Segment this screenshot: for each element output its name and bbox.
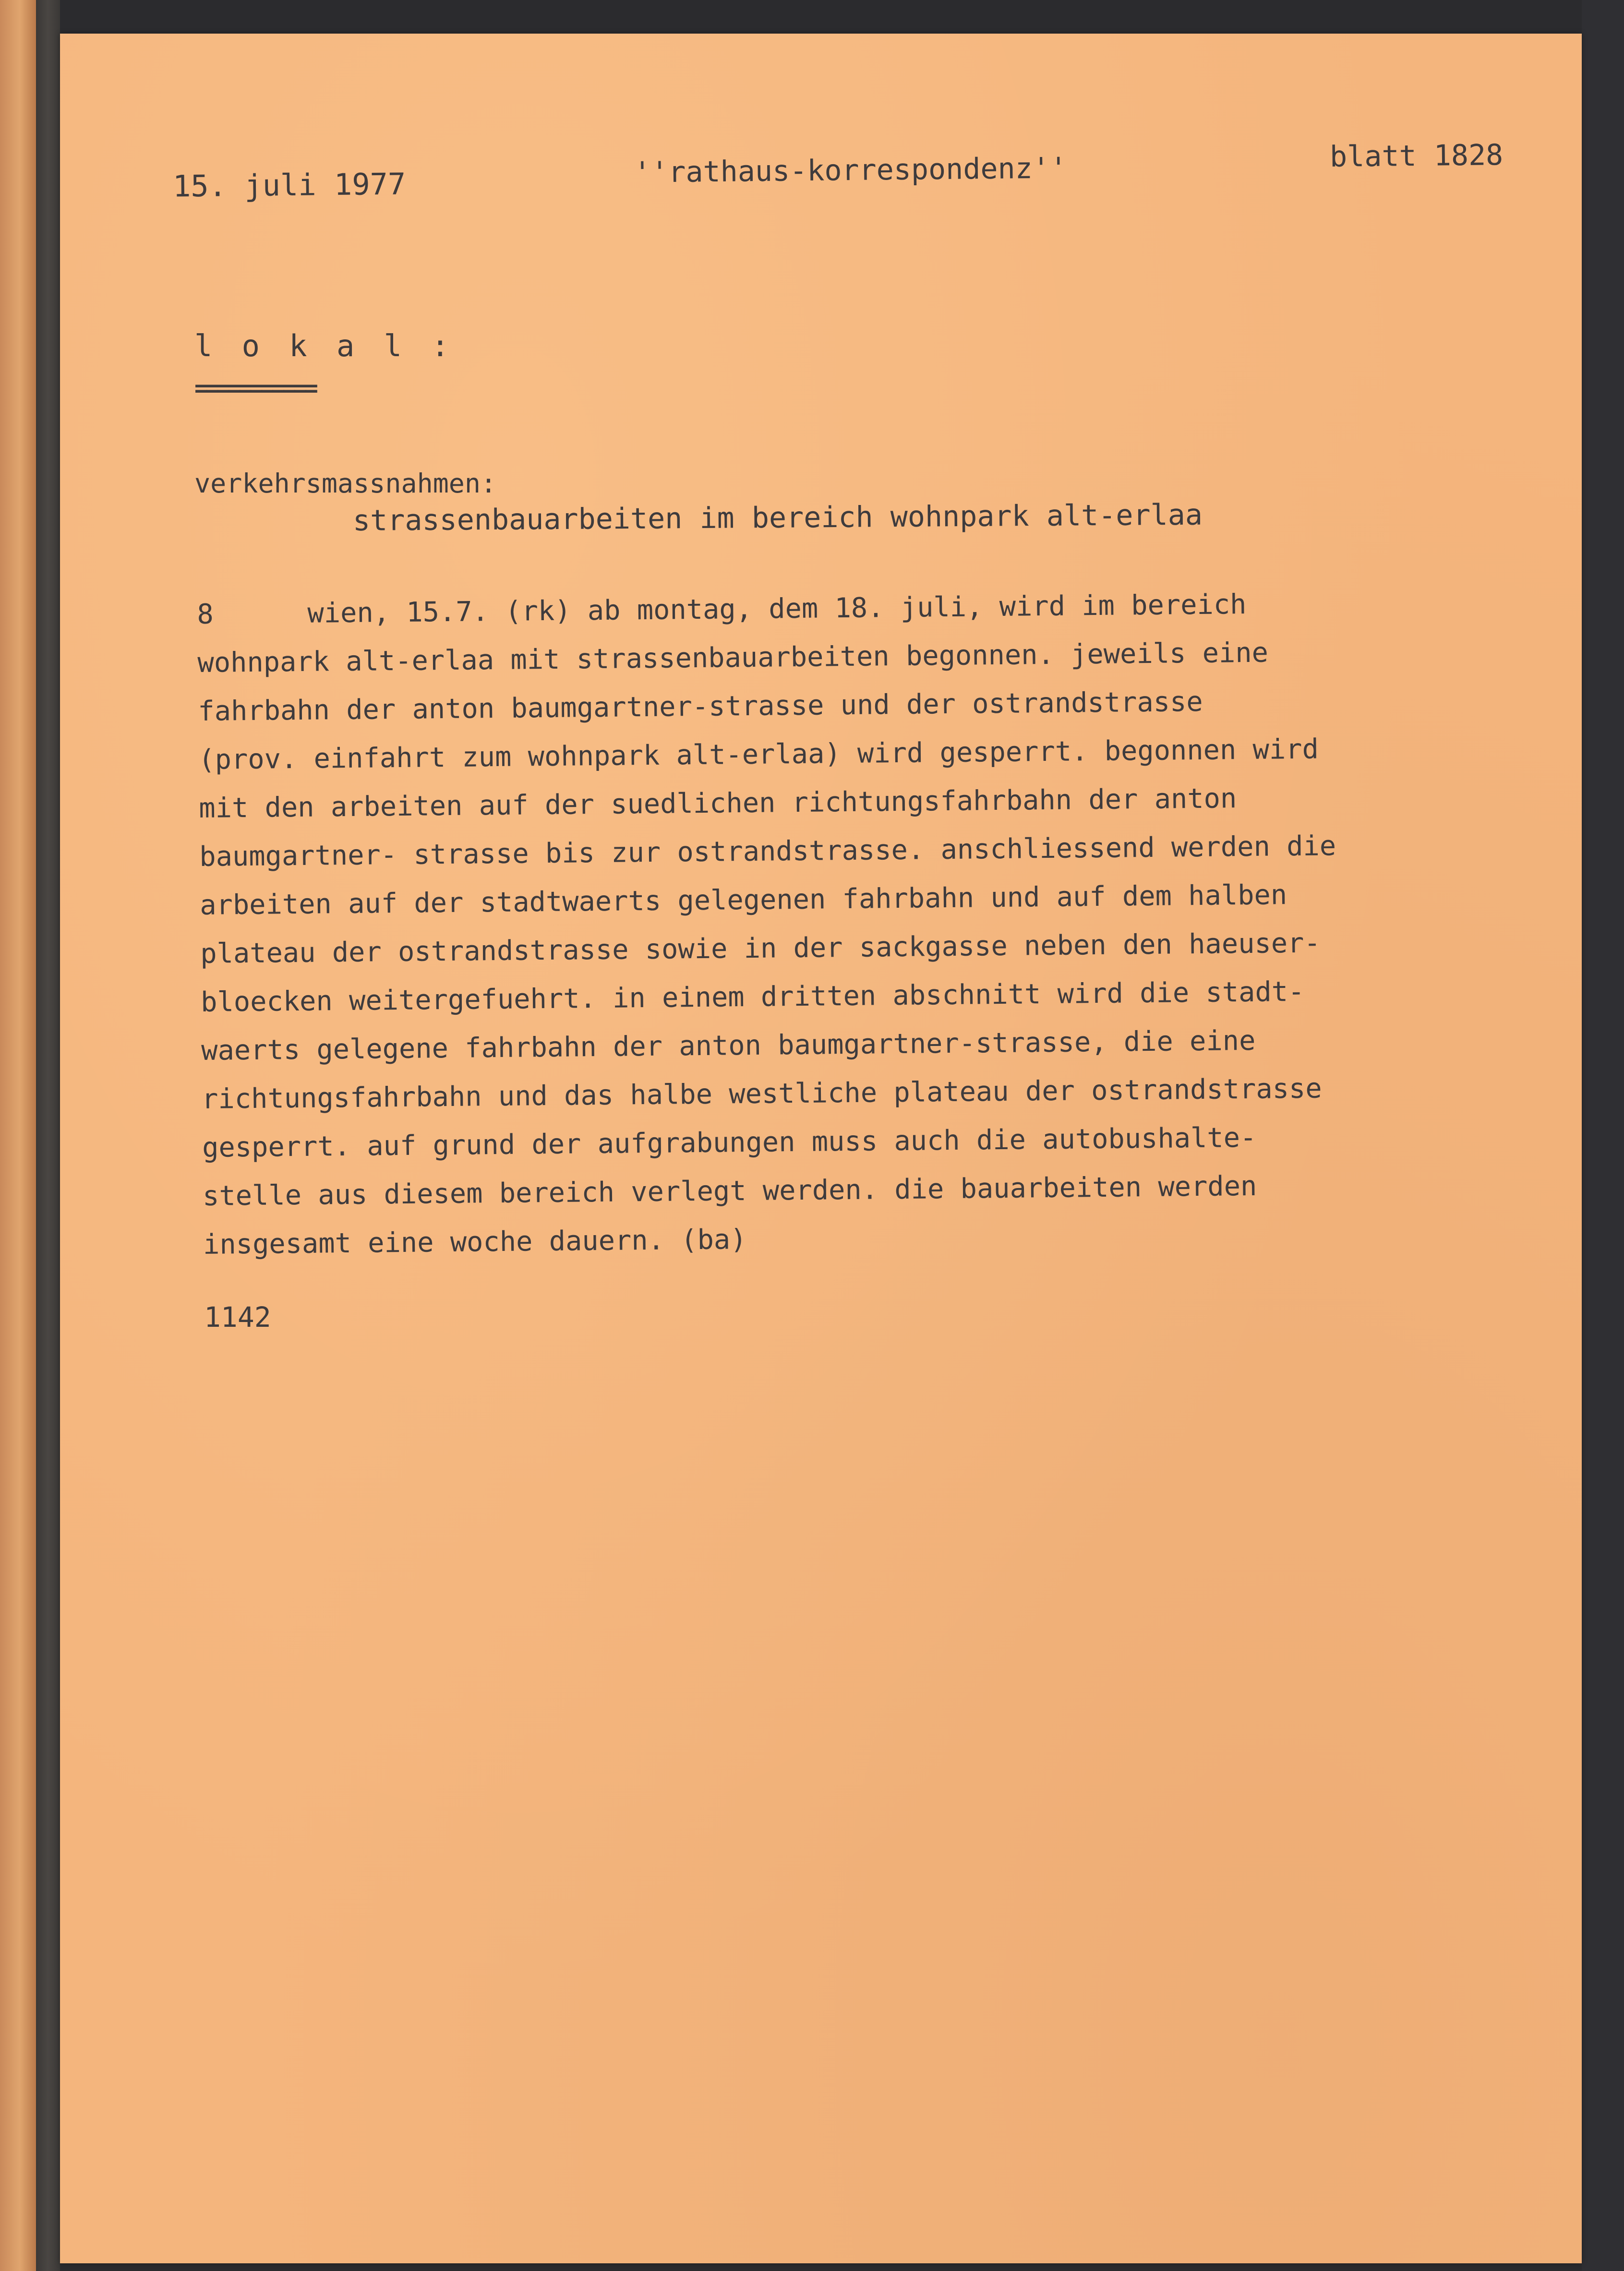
article-line: waerts gelegene fahrbahn der anton baumgartner-strasse, die eine — [201, 1024, 1256, 1067]
article-line: (prov. einfahrt zum wohnpark alt-erlaa) wird gesperrt. begonnen wird — [198, 733, 1319, 776]
article-line: richtungsfahrbahn und das halbe westliche plateau der ostrandstrasse — [201, 1072, 1322, 1115]
article-line: mit den arbeiten auf der suedlichen richtungsfahrbahn der anton — [199, 782, 1237, 824]
article-line: baumgartner- strasse bis zur ostrandstrasse. anschliessend werden die — [199, 830, 1336, 873]
article-line: fahrbahn der anton baumgartner-strasse und der ostrandstrasse — [198, 685, 1203, 727]
article-line: insgesamt eine woche dauern. (ba) — [203, 1224, 747, 1261]
article-line: arbeiten auf der stadtwaerts gelegenen fahrbahn und auf dem halben — [199, 879, 1287, 921]
article-line-text: wien, 15.7. (rk) ab montag, dem 18. juli, wird im bereich — [307, 589, 1247, 629]
article-topic: verkehrsmassnahmen: — [194, 468, 497, 499]
header-publication: ''rathaus-korrespondenz'' — [633, 151, 1068, 190]
article-line: wohnpark alt-erlaa mit strassenbauarbeiten begonnen. jeweils eine — [197, 637, 1269, 679]
footer-code: 1142 — [204, 1301, 271, 1334]
item-number: 8 — [197, 598, 214, 630]
section-underline: =========== — [194, 375, 315, 402]
facing-page-edge — [0, 0, 36, 2271]
article-subtopic: strassenbauarbeiten im bereich wohnpark alt-erlaa — [352, 498, 1203, 538]
header-date: 15. juli 1977 — [172, 166, 406, 204]
article-line: stelle aus diesem bereich verlegt werden. die bauarbeiten werden — [202, 1170, 1257, 1212]
section-label: l o k a l : — [194, 328, 455, 363]
article-line: bloecken weitergefuehrt. in einem dritten abschnitt wird die stadt- — [200, 975, 1305, 1018]
article-body — [197, 577, 1595, 1269]
binding-gutter — [36, 0, 60, 2271]
header-page-number: blatt 1828 — [1329, 138, 1504, 174]
article-line: gesperrt. auf grund der aufgrabungen muss auch die autobushalte- — [202, 1121, 1257, 1164]
article-line: plateau der ostrandstrasse sowie in der sackgasse neben den haeuser- — [200, 927, 1321, 970]
